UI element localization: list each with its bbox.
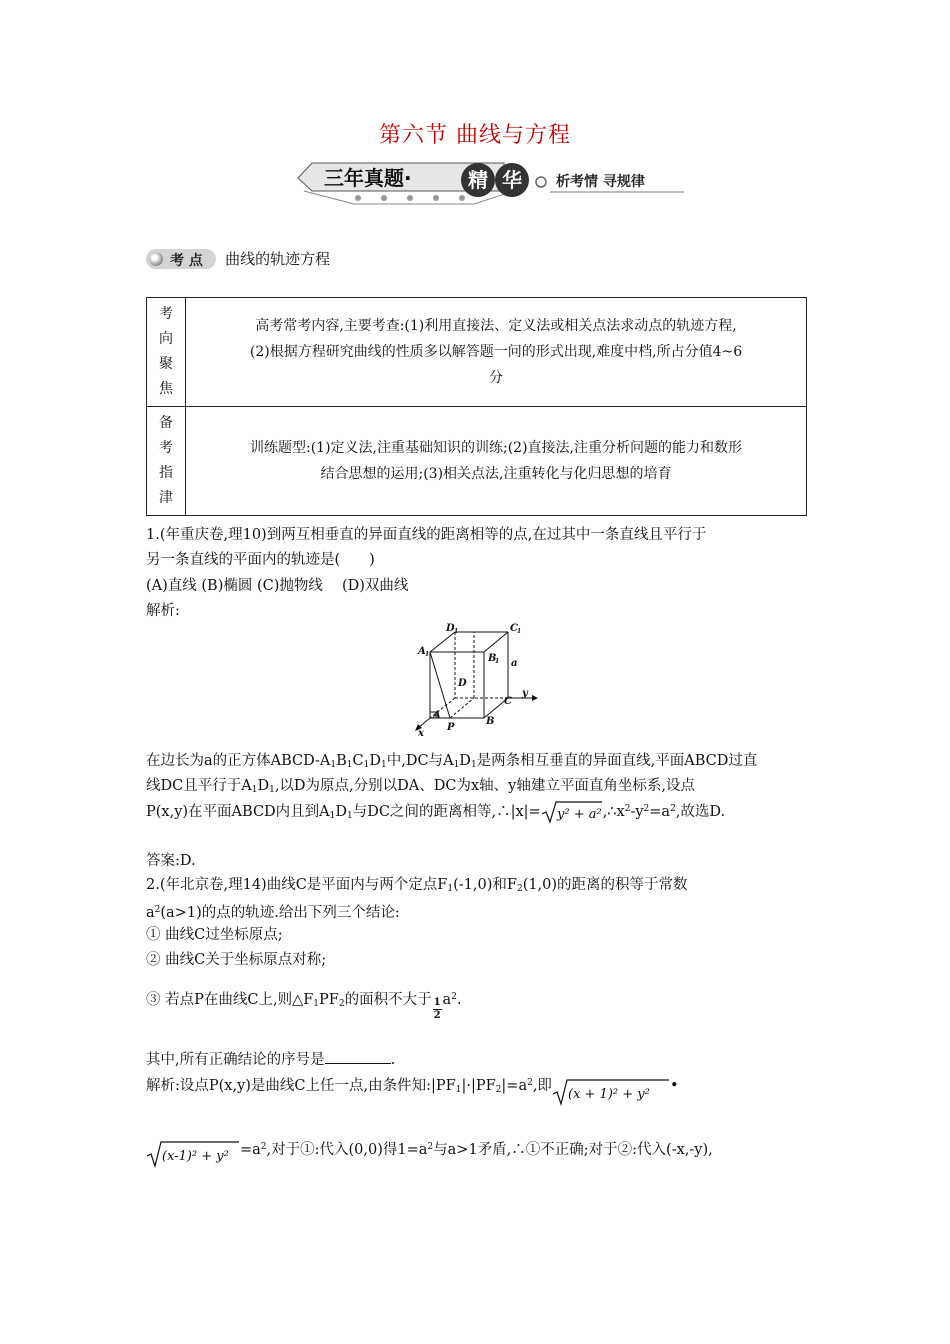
q2-item1: ① 曲线C过坐标原点; — [146, 927, 283, 943]
row-text-focus: 高考常考内容,主要考查:(1)利用直接法、定义法或相关点法求动点的轨迹方程, (2)根据方程研究曲线的性质多以解答题一问的形式出现,难度中档,所占分值4~6 分 — [186, 298, 807, 407]
label-d: D — [458, 678, 467, 689]
label-d1-sub: 1 — [454, 628, 459, 635]
q2-solution-line1: 解析:设点P(x,y)是曲线C上任一点,由条件知$:|PF_1|\cdot|PF_2|=a^2$,即 (x + 1)² + y² • — [146, 1072, 679, 1106]
banner-circle-char-1: 精 — [468, 168, 488, 192]
multiply-dot: • — [669, 1078, 679, 1094]
q1-line1: 1.(年重庆卷,理10)到两互相垂直的异面直线的距离相等的点,在过其中一条直线且平行于 — [146, 527, 707, 543]
label-p: P — [447, 722, 455, 733]
row-head-focus: 考 向 聚 焦 — [147, 298, 186, 407]
page-title: 第六节 曲线与方程 — [379, 123, 571, 148]
svg-text:(x-1)² + y²: (x-1)² + y² — [162, 1149, 229, 1164]
q1-answer: 答案:D. — [146, 853, 196, 869]
topic-info-table — [146, 297, 807, 516]
label-x: x — [418, 728, 424, 738]
banner-circle-char-2: 华 — [502, 168, 522, 192]
q2-question: 其中,所有正确结论的序号是 . — [146, 1049, 395, 1071]
section-banner — [294, 158, 684, 206]
q1-analysis-label: 解析: — [146, 603, 180, 619]
sqrt-x-plus-1 — [552, 1078, 670, 1106]
table-row — [147, 407, 807, 516]
q2-item2: ② 曲线C关于坐标原点对称; — [146, 952, 327, 968]
label-a: a — [511, 658, 518, 669]
q2-solution-line2: (x-1)² + y² $=a^2$,对于①:代入(0,0)得$1=a^2$与a>1矛盾,∴①不正确;对于②:代入(-x,-y), — [146, 1136, 713, 1168]
q1-line2: 另一条直线的平面内的轨迹是( ) — [146, 552, 375, 568]
topic-name: 曲线的轨迹方程 — [225, 250, 331, 268]
fraction-one-half: $\frac{1}{2}$ — [433, 997, 441, 1021]
q2-item3: ③ 若点P在曲线C上,则$\triangle F_1PF_2$的面积不大于 $\frac{1}{2}$ $a^2$. — [146, 992, 462, 1021]
answer-blank — [325, 1049, 391, 1064]
label-b1: B — [488, 653, 497, 664]
q1-solution-line3: P(x,y)在平面ABCD内且到$A_1D_1$与DC之间的距离相等,∴|x|= y² + a² $,\therefore x^2-y^2=a^2$,故选D. — [146, 798, 725, 827]
label-a1: A — [418, 646, 426, 657]
label-a1-sub: 1 — [425, 651, 430, 658]
sqrt-x-minus-1 — [146, 1140, 240, 1168]
topic-row — [146, 248, 330, 269]
label-b: B — [486, 716, 495, 727]
label-y: y — [522, 688, 528, 699]
row-head-guide: 备 考 指 津 — [147, 407, 186, 516]
label-c1-sub: 1 — [517, 628, 522, 635]
cube-figure — [414, 620, 540, 738]
banner-main-text: 三年真题· — [324, 166, 412, 190]
table-row — [147, 298, 807, 407]
q1-solution-line1: 在边长为a的正方体ABCD-$A_1B_1C_1D_1$中,DC与$A_1D_1$是两条相互垂直的异面直线,平面ABCD过直 — [146, 753, 758, 770]
label-c1: C — [510, 623, 518, 634]
q2-line1: 2.(年北京卷,理14)曲线C是平面内与两个定点$F_1(-1,0)$和$F_2(1,0)$的距离的积等于常数 — [146, 877, 688, 894]
label-c: C — [504, 696, 512, 707]
q1-options: (A)直线 (B)椭圆 (C)抛物线 (D)双曲线 — [146, 578, 409, 594]
svg-text:(x + 1)² + y²: (x + 1)² + y² — [567, 1087, 650, 1102]
label-b1-sub: 1 — [495, 658, 500, 665]
q1-solution-line2: 线DC且平行于$A_1D_1$,以D为原点,分别以DA、DC为x轴、y轴建立平面直角坐标系,设点 — [146, 778, 695, 795]
bullet-icon — [149, 252, 163, 266]
svg-text:y² + a²: y² + a² — [556, 807, 602, 822]
topic-badge: 考 点 — [146, 249, 216, 269]
banner-right-text: 析考情 寻规律 — [556, 174, 645, 190]
row-text-guide: 训练题型:(1)定义法,注重基础知识的训练;(2)直接法,注重分析问题的能力和数形 结合思想的运用;(3)相关点法,注重转化与化归思想的培育 — [186, 407, 807, 516]
label-a-base: A — [433, 710, 441, 721]
label-d1: D — [446, 623, 455, 634]
q2-line2: $a^2(a>1)$的点的轨迹.给出下列三个结论: — [146, 905, 400, 921]
sqrt-y2-a2 — [541, 800, 603, 824]
